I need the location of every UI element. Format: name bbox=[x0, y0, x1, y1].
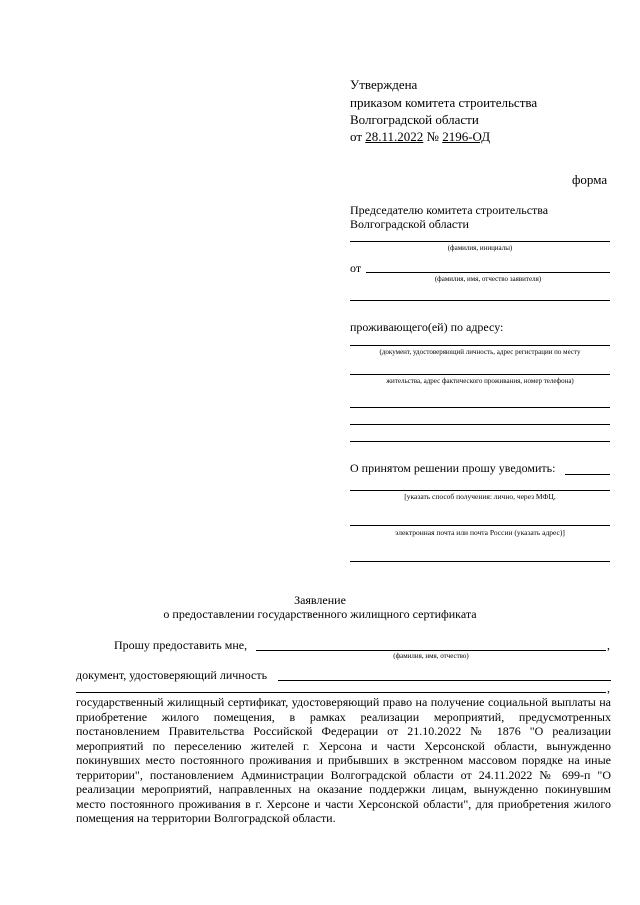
statement-title: Заявление bbox=[294, 593, 346, 607]
id-doc-field-line-2[interactable] bbox=[76, 692, 606, 693]
hint-doc: (документ, удостоверяющий личность, адрес регистрации по месту bbox=[379, 348, 581, 356]
addressee-line-2: Волгоградской области bbox=[350, 217, 469, 231]
hint-residence: жительства, адрес фактического проживания, номер телефона) bbox=[386, 377, 574, 385]
residing-label: проживающего(ей) по адресу: bbox=[350, 320, 504, 334]
extra-line-3[interactable] bbox=[350, 441, 610, 442]
approval-date: 28.11.2022 bbox=[365, 129, 424, 144]
approval-line-2: приказом комитета строительства bbox=[350, 95, 538, 110]
form-label: форма bbox=[572, 172, 608, 187]
notify-field-line-1[interactable] bbox=[350, 490, 610, 491]
extra-line-1[interactable] bbox=[350, 407, 610, 408]
approval-line-3: Волгоградской области bbox=[350, 112, 479, 127]
approval-date-line bbox=[350, 129, 490, 144]
applicant-extra-line[interactable] bbox=[350, 300, 610, 301]
hint-fio: (фамилия, имя, отчество) bbox=[393, 652, 469, 660]
statement-body bbox=[76, 695, 611, 826]
statement-body-text: государственный жилищный сертификат, удостоверяющий право на получение социальной выплаты на приобретение жилого помещения, в рамках реализации мероприятий, предусмотренных постановлением Правительства Российской Федерации от 21.10.2022 № 1876 "О реализации мероприятий по переселению жителей г. Херсона и части Херсонской области, вынужденно покинувших место постоянного проживания и прибывших в экстренном массовом порядке на иные территории", постановлением Администрации Волгоградской области от 24.11.2022 № 699-п "О реализации мероприятий, направленных на оказание поддержки лицам, вынужденно покинувшим место постоянного проживания в г. Херсоне и части Херсонской области", для приобретения жилого помещения на территории Волгоградской области. bbox=[76, 695, 611, 825]
applicant-field-line[interactable] bbox=[366, 272, 610, 273]
hint-method: [указать способ получения: лично, через МФЦ, bbox=[404, 492, 556, 501]
notify-label: О принятом решении прошу уведомить: bbox=[350, 461, 556, 475]
notify-field-line-3[interactable] bbox=[350, 561, 610, 562]
comma-1: , bbox=[607, 638, 610, 652]
address-field-line-2[interactable] bbox=[350, 374, 610, 375]
address-field-line-1[interactable] bbox=[350, 345, 610, 346]
notify-field-line-2[interactable] bbox=[350, 525, 610, 526]
extra-line-2[interactable] bbox=[350, 424, 610, 425]
approval-number: 2196-ОД bbox=[442, 129, 491, 144]
comma-2: , bbox=[607, 681, 610, 695]
name-field-line[interactable] bbox=[350, 241, 610, 242]
date-prefix: от bbox=[350, 129, 363, 144]
hint-method-2: электронная почта или почта России (указать адрес)] bbox=[395, 528, 565, 537]
id-doc-label: документ, удостоверяющий личность bbox=[76, 668, 268, 682]
id-doc-field-line[interactable] bbox=[278, 680, 611, 681]
notify-inline-line[interactable] bbox=[565, 474, 610, 475]
request-label: Прошу предоставить мне, bbox=[114, 638, 248, 652]
number-sign: № bbox=[426, 129, 439, 144]
hint-applicant: (фамилия, имя, отчество заявителя) bbox=[434, 275, 542, 283]
addressee-line-1: Председателю комитета строительства bbox=[350, 203, 549, 217]
statement-subtitle: о предоставлении государственного жилищного сертификата bbox=[163, 607, 477, 621]
fio-field-line[interactable] bbox=[256, 650, 606, 651]
hint-name: (фамилия, инициалы) bbox=[447, 244, 513, 252]
approval-line-1: Утверждена bbox=[350, 77, 418, 92]
from-label: от bbox=[350, 261, 362, 275]
